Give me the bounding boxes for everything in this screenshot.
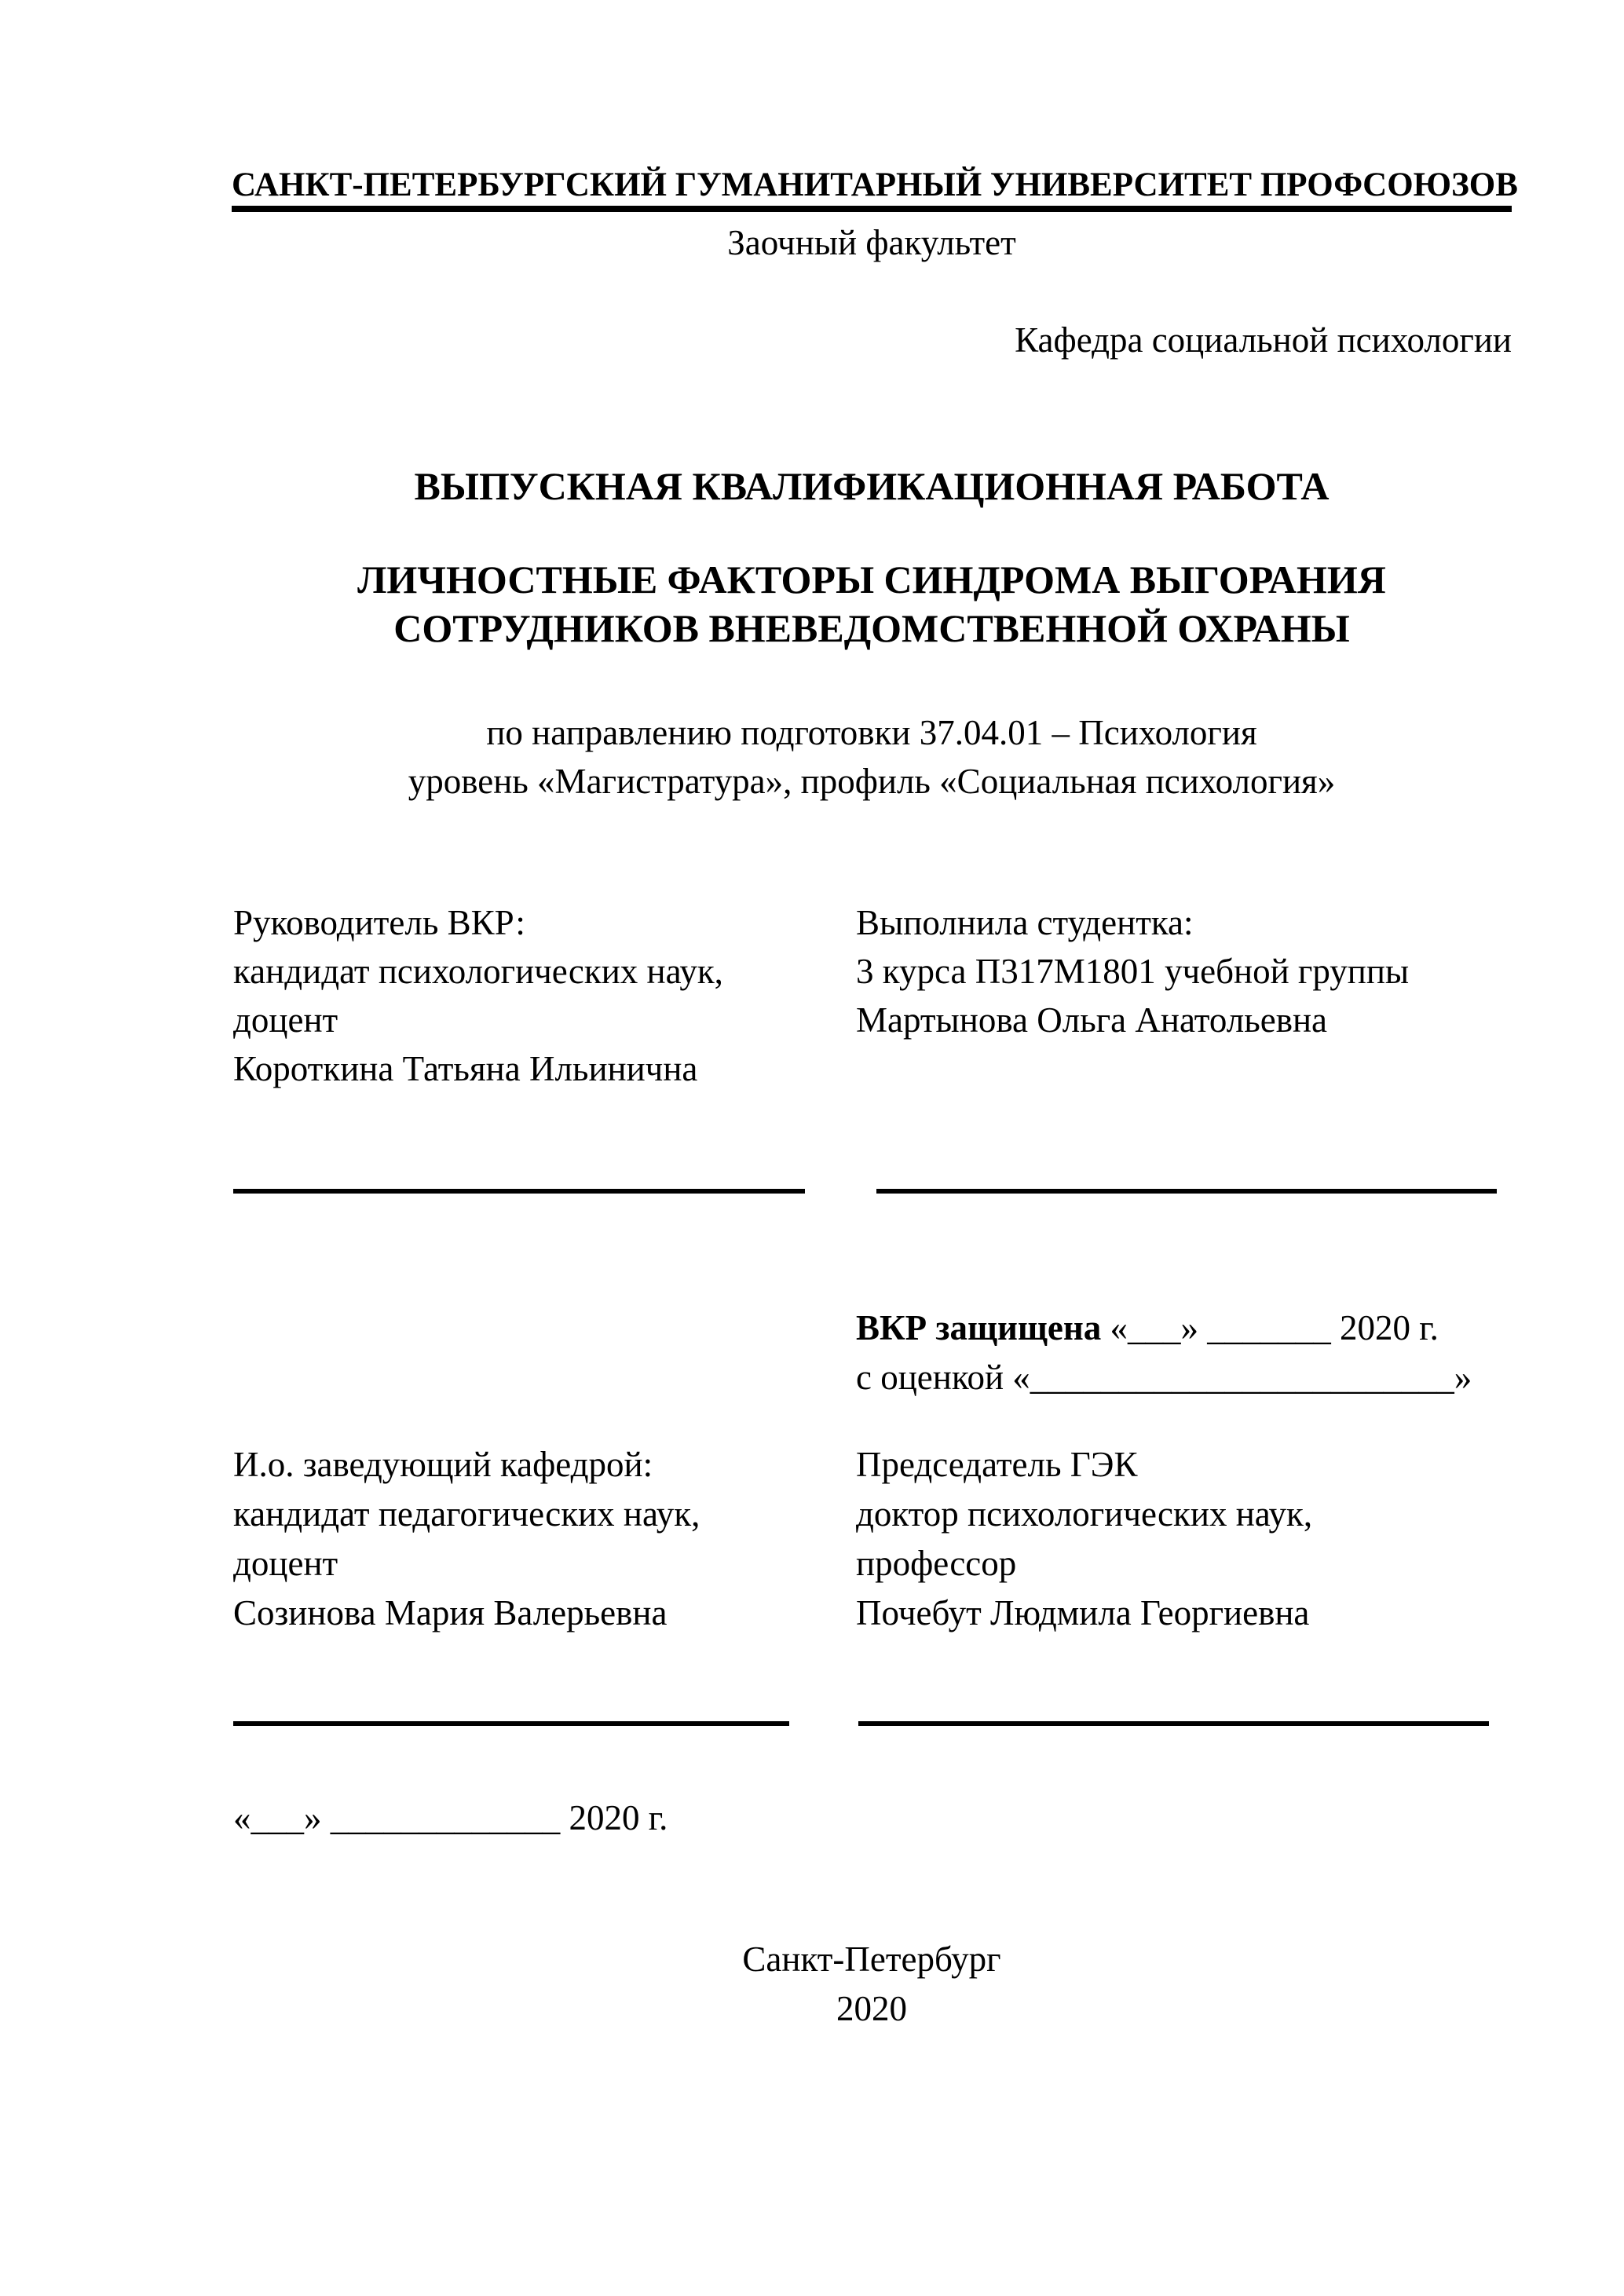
thesis-title-line-1: ЛИЧНОСТНЫЕ ФАКТОРЫ СИНДРОМА ВЫГОРАНИЯ (357, 558, 1386, 601)
supervisor-signature-line (233, 1189, 805, 1194)
head-of-department-rank: доцент (233, 1544, 338, 1583)
student-group: 3 курса П317М1801 учебной группы (856, 952, 1410, 991)
supervisor-name: Короткина Татьяна Ильинична (233, 1049, 698, 1088)
program-level-line: уровень «Магистратура», профиль «Социальная психология» (408, 762, 1336, 801)
year-label: 2020 (836, 1989, 907, 2028)
defense-date-blank: «___» _______ 2020 г. (1101, 1308, 1439, 1347)
defense-defended-label: ВКР защищена (856, 1308, 1102, 1347)
university-name: САНКТ-ПЕТЕРБУРГСКИЙ ГУМАНИТАРНЫЙ УНИВЕРСИТЕТ ПРОФСОЮЗОВ (232, 166, 1518, 203)
head-of-department-block (233, 1440, 700, 1638)
student-block (856, 898, 1409, 1044)
defense-block (856, 1303, 1472, 1402)
defense-date-line (856, 1303, 1472, 1353)
work-type-heading: ВЫПУСКНАЯ КВАЛИФИКАЦИОННАЯ РАБОТА (414, 464, 1330, 508)
gek-chair-block (856, 1440, 1312, 1638)
gek-chair-name: Почебут Людмила Георгиевна (856, 1593, 1310, 1632)
thesis-title (232, 555, 1512, 653)
supervisor-rank: доцент (233, 1000, 338, 1040)
defense-grade-line: с оценкой «________________________» (856, 1358, 1472, 1397)
header-rule (232, 206, 1512, 212)
gek-chair-rank: профессор (856, 1544, 1017, 1583)
city-name: Санкт-Петербург (742, 1940, 1001, 1979)
supervisor-degree: кандидат психологических наук, (233, 952, 723, 991)
faculty-name: Заочный факультет (727, 223, 1016, 262)
student-name: Мартынова Ольга Анатольевна (856, 1000, 1328, 1040)
gek-chair-signature-line (858, 1721, 1489, 1726)
thesis-title-line-2: СОТРУДНИКОВ ВНЕВЕДОМСТВЕННОЙ ОХРАНЫ (393, 606, 1350, 650)
program-info (232, 708, 1512, 806)
head-of-department-signature-line (233, 1721, 789, 1726)
approval-date-line: «___» _____________ 2020 г. (233, 1798, 668, 1837)
head-of-department-degree: кандидат педагогических наук, (233, 1494, 700, 1534)
department-name: Кафедра социальной психологии (1015, 320, 1512, 360)
student-signature-line (876, 1189, 1497, 1194)
head-of-department-label: И.о. заведующий кафедрой: (233, 1445, 653, 1484)
city-year-block (232, 1935, 1512, 2034)
supervisor-block (233, 898, 723, 1093)
supervisor-label: Руководитель ВКР: (233, 903, 525, 942)
head-of-department-name: Созинова Мария Валерьевна (233, 1593, 668, 1632)
student-label: Выполнила студентка: (856, 903, 1194, 942)
gek-chair-degree: доктор психологических наук, (856, 1494, 1313, 1534)
gek-chair-label: Председатель ГЭК (856, 1445, 1138, 1484)
program-direction-line: по направлению подготовки 37.04.01 – Психология (486, 713, 1257, 752)
